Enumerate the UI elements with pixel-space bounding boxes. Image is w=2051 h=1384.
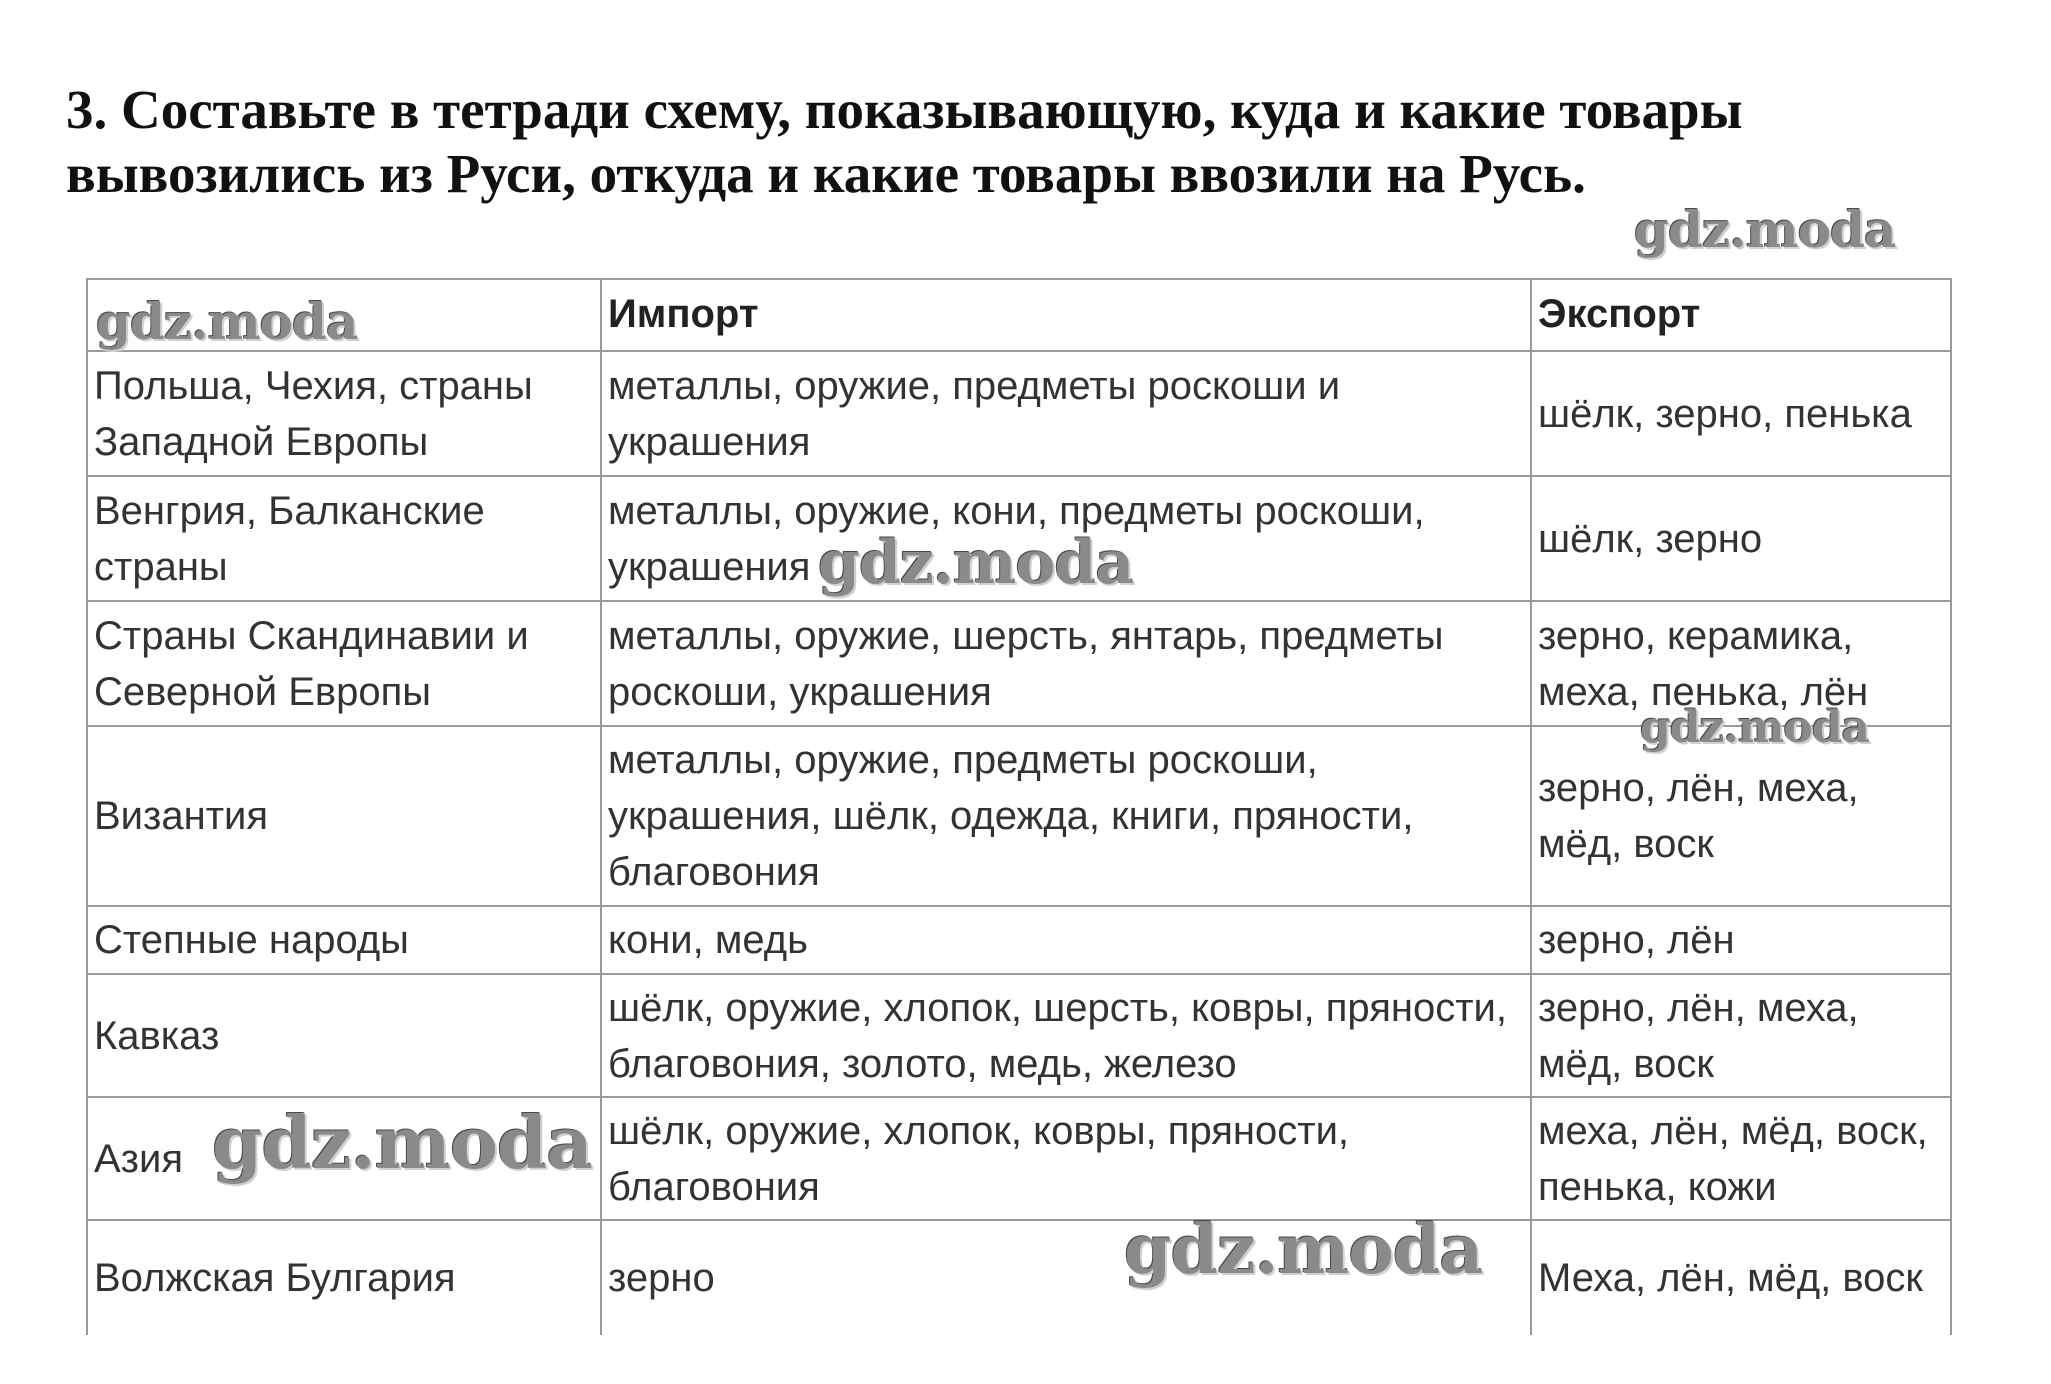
import-cell: металлы, оружие, кони, предметы роскоши, украшения xyxy=(601,476,1531,601)
export-cell: меха, лён, мёд, воск, пенька, кожи xyxy=(1531,1097,1951,1220)
export-cell: Меха, лён, мёд, воск xyxy=(1531,1220,1951,1335)
export-cell: зерно, лён, меха, мёд, воск xyxy=(1531,726,1951,906)
header-region xyxy=(87,279,601,351)
import-cell: металлы, оружие, шерсть, янтарь, предметы роскоши, украшения xyxy=(601,601,1531,726)
table-row xyxy=(87,1220,1951,1335)
watermark: gdz.moda xyxy=(1640,702,1870,753)
table-row xyxy=(87,1097,1951,1220)
region-cell: Страны Скандинавии и Северной Европы xyxy=(87,601,601,726)
region-cell: Польша, Чехия, страны Западной Европы xyxy=(87,351,601,476)
region-cell: Волжская Булгария xyxy=(87,1220,601,1335)
table-row xyxy=(87,906,1951,974)
import-cell: металлы, оружие, предметы роскоши, украшения, шёлк, одежда, книги, пряности, благовония xyxy=(601,726,1531,906)
import-cell: металлы, оружие, предметы роскоши и украшения xyxy=(601,351,1531,476)
region-cell: Византия xyxy=(87,726,601,906)
import-cell: шёлк, оружие, хлопок, шерсть, ковры, пряности, благовония, золото, медь, железо xyxy=(601,974,1531,1097)
region-cell: Степные народы xyxy=(87,906,601,974)
export-cell: зерно, лён, меха, мёд, воск xyxy=(1531,974,1951,1097)
watermark: gdz.moda xyxy=(212,1100,592,1185)
header-export: Экспорт xyxy=(1531,279,1951,351)
table-row xyxy=(87,726,1951,906)
task-heading: 3. Составьте в тетради схему, показывающую, куда и какие товары вывозились из Руси, откуда и какие товары ввозили на Русь. xyxy=(66,79,1743,204)
region-cell: Кавказ xyxy=(87,974,601,1097)
table-row xyxy=(87,601,1951,726)
watermark: gdz.moda xyxy=(96,292,358,351)
import-cell: зерно xyxy=(601,1220,1531,1335)
export-cell: шёлк, зерно xyxy=(1531,476,1951,601)
watermark: gdz.moda xyxy=(1634,200,1896,259)
table-row xyxy=(87,351,1951,476)
import-cell: кони, медь xyxy=(601,906,1531,974)
watermark: gdz.moda xyxy=(818,528,1134,598)
table-row xyxy=(87,974,1951,1097)
region-cell: Венгрия, Балканские страны xyxy=(87,476,601,601)
import-cell: шёлк, оружие, хлопок, ковры, пряности, благовония xyxy=(601,1097,1531,1220)
header-import: Импорт xyxy=(601,279,1531,351)
region-cell: Азия xyxy=(87,1097,601,1220)
export-cell: зерно, керамика, меха, пенька, лён xyxy=(1531,601,1951,726)
watermark: gdz.moda xyxy=(1124,1210,1483,1290)
export-cell: зерно, лён xyxy=(1531,906,1951,974)
table-row xyxy=(87,476,1951,601)
export-cell: шёлк, зерно, пенька xyxy=(1531,351,1951,476)
trade-table xyxy=(86,278,1952,1335)
table-header-row xyxy=(87,279,1951,351)
